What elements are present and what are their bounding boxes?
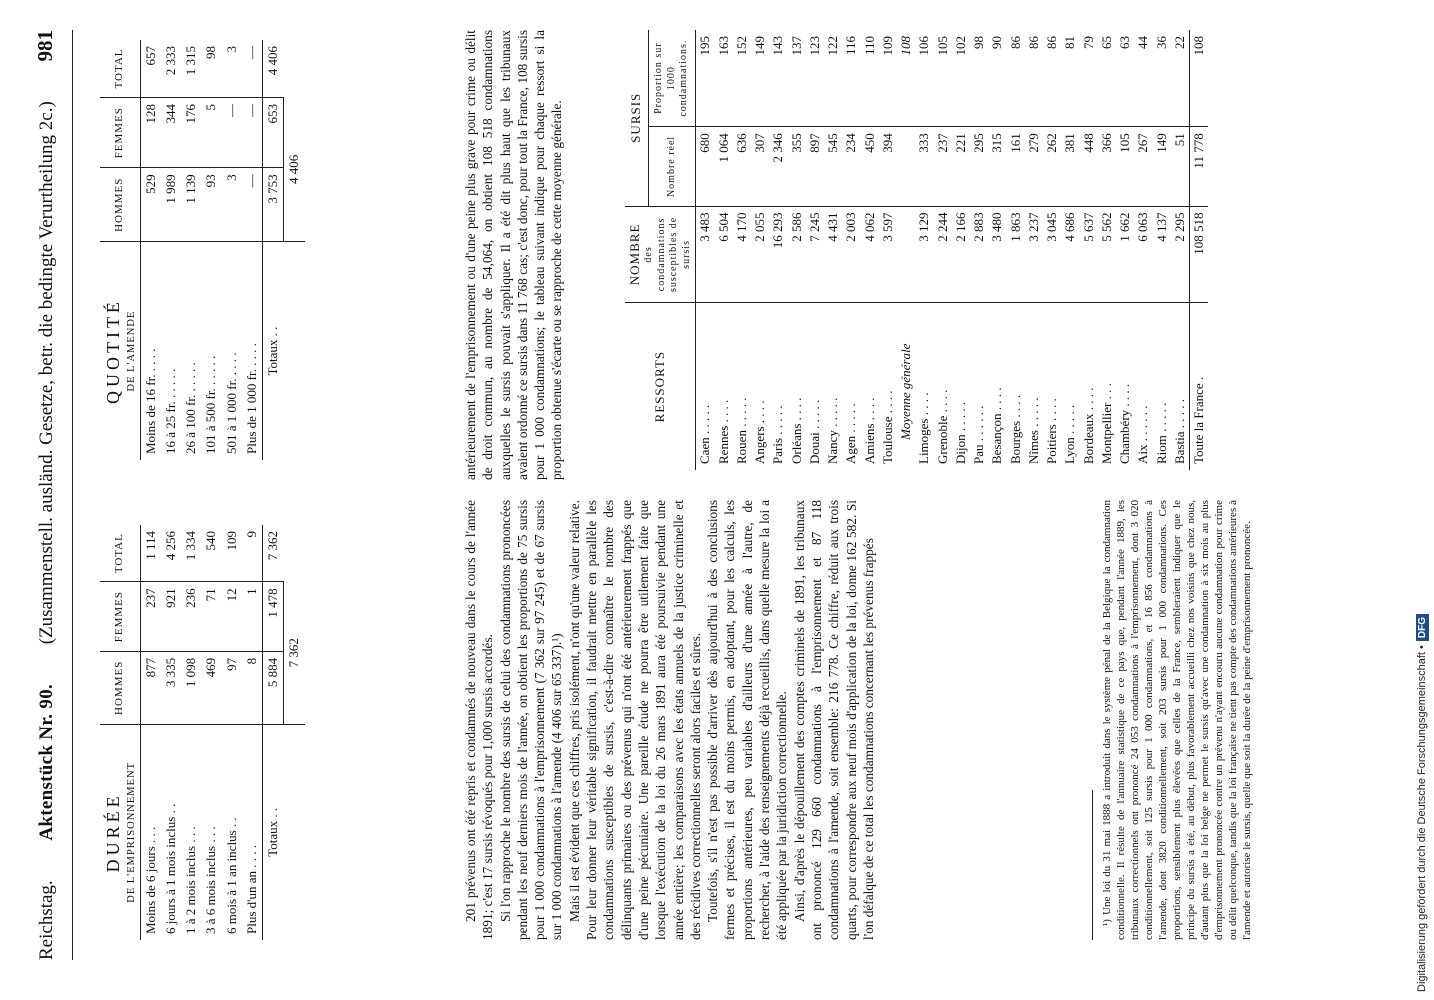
- cell-nombre: 6 063: [1134, 206, 1152, 303]
- cell-prop: 110: [861, 30, 879, 127]
- table2-col-hommes: HOMMES: [100, 168, 140, 242]
- row-label: Plus de 1 000 fr. . . . .: [243, 343, 259, 454]
- table-row: [1153, 30, 1171, 470]
- cell-reel: 2 346: [769, 127, 787, 206]
- ressort-name: Montpellier . . .: [1098, 383, 1114, 464]
- cell-reel: 51: [1171, 127, 1190, 206]
- cell-reel: 448: [1080, 127, 1098, 206]
- cell-nombre: 3 129: [915, 206, 933, 303]
- table-row: [861, 30, 879, 470]
- cell-prop: 152: [733, 30, 751, 127]
- col1-paragraph: Ainsi, d'après le dépouillement des comptes criminels de 1891, les tribunaux ont prononcé 129 660 condamnations à l'emprisonnement et 87 118 condamnations à l'amende, soit ensemble: 216 778. Ce chiffre, réduit aux trois quarts, pour correspondre aux neuf mois d'application de la loi, donne 162 582. Si l'on défalque de ce total les condamnations concernant les prévenus frappés: [791, 500, 876, 940]
- ressort-name: Grenoble . . . .: [934, 389, 950, 464]
- cell-reel: 315: [988, 127, 1006, 206]
- table1-total-total: 7 362: [263, 525, 284, 582]
- cell-prop: 123: [806, 30, 824, 127]
- cell-nombre: 3 045: [1043, 206, 1061, 303]
- cell-hommes: —: [242, 168, 263, 242]
- table2-totals-row: [263, 40, 284, 460]
- table-row: [181, 525, 201, 940]
- cell-reel: 394: [879, 127, 897, 206]
- cell-prop: 36: [1153, 30, 1171, 127]
- cell-femmes: 176: [181, 98, 201, 168]
- cell-hommes: 529: [140, 168, 161, 242]
- ressorts-col-nombre: [625, 206, 696, 303]
- cell-reel: 149: [1153, 127, 1171, 206]
- cell-reel: 234: [842, 127, 860, 206]
- cell-reel: 262: [1043, 127, 1061, 206]
- ressorts-col-sursis: SURSIS: [625, 30, 648, 206]
- table-row: [1080, 30, 1098, 470]
- cell-nombre: 4 170: [733, 206, 751, 303]
- cell-nombre: 4 686: [1061, 206, 1079, 303]
- cell-prop: 63: [1116, 30, 1134, 127]
- cell-reel: 1 064: [715, 127, 733, 206]
- cell-reel: 381: [1061, 127, 1079, 206]
- table2-total-total: 4 406: [263, 40, 284, 98]
- ressorts-moyenne-prop: 108: [897, 30, 915, 127]
- ressorts-moyenne-label: Moyenne générale: [898, 343, 913, 440]
- cell-total: 540: [201, 525, 221, 582]
- col2-paragraph: antérieurement de l'emprisonnement ou d'une peine plus grave pour crime ou délit de droit commun, au nombre de 54,064, on obtient 108 518 condamnations auxquelles le sursis pouvait s'appliquer. Il a été dit plus haut que les tribunaux avaient ordonné ce sursis dans 11 768 cas; c'est donc, pour tout la France, 108 sursis pour 1 000 condamnations; le tableau suivant indique pour chaque ressort si la proportion obtenue s'écarte ou se rapproche de cette moyenne générale.: [463, 30, 565, 480]
- ressorts-total-label: Toute la France .: [1190, 303, 1209, 470]
- cell-total: 1 315: [181, 40, 201, 98]
- row-label: Plus d'un an . . . .: [243, 844, 259, 934]
- ressorts-upper-rows: [696, 30, 897, 470]
- ressort-name: Dijon . . . . .: [952, 401, 968, 464]
- cell-reel: 355: [788, 127, 806, 206]
- cell-prop: 90: [988, 30, 1006, 127]
- cell-reel: 333: [915, 127, 933, 206]
- ressort-name: Bourges . . . .: [1007, 394, 1023, 464]
- cell-hommes: 93: [201, 168, 221, 242]
- cell-prop: 195: [696, 30, 715, 127]
- cell-hommes: 1 098: [181, 651, 201, 724]
- ressort-name: Rennes . . . .: [715, 399, 731, 464]
- cell-prop: 22: [1171, 30, 1190, 127]
- table-row: [222, 40, 242, 460]
- table1-total-hommes: 5 884: [263, 651, 284, 724]
- table-row: [161, 525, 181, 940]
- cell-nombre: 2 883: [970, 206, 988, 303]
- ressort-name: Nîmes . . . . .: [1025, 397, 1041, 464]
- cell-nombre: 1 662: [1116, 206, 1134, 303]
- ressort-name: Bastia . . . . .: [1171, 399, 1187, 464]
- cell-femmes: 128: [140, 98, 161, 168]
- cell-prop: 79: [1080, 30, 1098, 127]
- ressort-name: Lyon . . . . .: [1062, 404, 1078, 464]
- cell-total: 4 256: [161, 525, 181, 582]
- ressorts-total-row: [1190, 30, 1209, 470]
- cell-nombre: 16 293: [769, 206, 787, 303]
- cell-reel: 636: [733, 127, 751, 206]
- cell-total: 657: [140, 40, 161, 98]
- row-label: Moins de 6 jours . . .: [142, 826, 158, 934]
- table-row: [806, 30, 824, 470]
- table-quotite-amende: [100, 40, 305, 460]
- cell-nombre: 1 863: [1007, 206, 1025, 303]
- cell-reel: 545: [824, 127, 842, 206]
- cell-femmes: 344: [161, 98, 181, 168]
- table1-body: [140, 525, 263, 940]
- ressort-name: Rouen . . . . .: [733, 397, 749, 464]
- table1-col-hommes: HOMMES: [100, 651, 140, 724]
- cell-prop: 143: [769, 30, 787, 127]
- table-row: [733, 30, 751, 470]
- table-row: [842, 30, 860, 470]
- cell-prop: 81: [1061, 30, 1079, 127]
- ressorts-col-nombre-sub: des condamnations susceptibles de sursis: [643, 216, 692, 293]
- ressorts-col-nombre-title: NOMBRE: [627, 223, 642, 286]
- cell-prop: 116: [842, 30, 860, 127]
- cell-reel: 897: [806, 127, 824, 206]
- cell-prop: 44: [1134, 30, 1152, 127]
- cell-femmes: 5: [201, 98, 221, 168]
- table2-col-femmes: FEMMES: [100, 98, 140, 168]
- cell-hommes: 3: [222, 168, 242, 242]
- table1-subtitle: DE L'EMPRISONNEMENT: [125, 761, 137, 903]
- table2-heading: [100, 242, 140, 460]
- cell-reel: 680: [696, 127, 715, 206]
- ressort-name: Amiens . . . .: [861, 397, 877, 464]
- dfg-logo-icon: DFG: [1416, 614, 1429, 641]
- cell-femmes: —: [222, 98, 242, 168]
- cell-prop: 105: [934, 30, 952, 127]
- cell-prop: 86: [1043, 30, 1061, 127]
- ressorts-moyenne-row: [897, 30, 915, 470]
- table-row: [161, 40, 181, 460]
- ressorts-total-nombre: 108 518: [1190, 206, 1209, 303]
- column1-text: [462, 500, 877, 940]
- cell-reel: 161: [1007, 127, 1025, 206]
- cell-nombre: 2 003: [842, 206, 860, 303]
- cell-nombre: 3 483: [696, 206, 715, 303]
- header-aktenstueck: Aktenstück Nr. 90.: [36, 683, 57, 841]
- ressorts-lower-rows: [915, 30, 1189, 470]
- cell-nombre: 2 055: [751, 206, 769, 303]
- cell-hommes: 1 989: [161, 168, 181, 242]
- table-row: [1061, 30, 1079, 470]
- ressort-name: Riom . . . . .: [1153, 402, 1169, 464]
- table-row: [696, 30, 715, 470]
- cell-femmes: 71: [201, 582, 221, 652]
- ressorts-total-prop: 108: [1190, 30, 1209, 127]
- cell-nombre: 6 504: [715, 206, 733, 303]
- table-row: [201, 525, 221, 940]
- row-label: 101 à 500 fr. . . . . .: [203, 355, 219, 454]
- cell-total: 1 114: [140, 525, 161, 582]
- cell-total: 1 334: [181, 525, 201, 582]
- table2-grand-total: 4 406: [284, 98, 305, 242]
- ressorts-total-reel: 11 778: [1190, 127, 1209, 206]
- cell-hommes: 877: [140, 651, 161, 724]
- table2-total-hommes: 3 753: [263, 168, 284, 242]
- ressort-name: Paris . . . . .: [770, 405, 786, 464]
- cell-reel: 450: [861, 127, 879, 206]
- ressort-name: Douai . . . . .: [806, 399, 822, 464]
- table-row: [1116, 30, 1134, 470]
- cell-reel: 105: [1116, 127, 1134, 206]
- row-label: 3 à 6 mois inclus . . .: [203, 826, 219, 934]
- ressort-name: Agen . . . . .: [843, 403, 859, 464]
- table-row: [751, 30, 769, 470]
- dfg-stamp: [1416, 614, 1429, 992]
- col1-paragraph: Toutefois, s'il n'est pas possible d'arriver dès aujourd'hui à des conclusions fermes et précises, il est du moins permis, en adoptant, pour les calculs, les proportions antérieures, peu variables d'ailleurs d'une année à l'autre, de rechercher, à l'aide des renseignements déjà recueillis, dans quelle mesure la loi a été appliquée par la juridiction correctionnelle.: [705, 500, 790, 940]
- cell-prop: 137: [788, 30, 806, 127]
- table2-subtitle: DE L'AMENDE: [125, 310, 137, 392]
- ressorts-col-reel: Nombre réel: [648, 127, 696, 206]
- footnote-text: ¹) Une loi du 31 mai 1888 a introduit dans le système pénal de la Belgique la condamnation conditionnelle. Il résulte de l'annuaire statistique de ce pays que, pendant l'année 1889, les tribunaux correctionnels ont prononcé 24 053 condamnations à l'emprisonnement, dont 3 020 conditionnellement, soit 125 sursis pour 1 000 condamnations, et 16 856 condamnations à l'amende, dont 3820 conditionnellement, soit 203 sursis pour 1 000 condamnations. Ces proportions, sensiblement plus élevées que celles de la France, sembleraient indiquer que le principe du sursis a été, au début, plus favorablement accueilli chez nos voisins que chez nous, d'autant plus que la loi belge ne permet le sursis qu'avec une condamnation à six mois au plus d'emprisonnement prononcée contre un prévenu n'ayant encouru aucune condamnation pour crime ou délit quelconque, tandis que la loi française ne tient pas compte des condamnations antérieures à l'amende et autorise le sursis, quelle que soit la durée de la peine d'emprisonnement prononcée.: [1101, 500, 1253, 940]
- table-row: [140, 40, 161, 460]
- table2-body: [140, 40, 263, 460]
- table1-col-femmes: FEMMES: [100, 582, 140, 652]
- cell-femmes: 236: [181, 582, 201, 652]
- table-row: [242, 40, 263, 460]
- cell-reel: 366: [1098, 127, 1116, 206]
- cell-nombre: 4 431: [824, 206, 842, 303]
- cell-hommes: 469: [201, 651, 221, 724]
- cell-nombre: 5 637: [1080, 206, 1098, 303]
- ressort-name: Caen . . . . .: [697, 404, 713, 464]
- header-subject: (Zusammenstell. ausländ. Gesetze, betr. die bedingte Verurtheilung 2c.): [36, 101, 57, 645]
- table2-col-total: TOTAL: [100, 40, 140, 98]
- table-row: [1043, 30, 1061, 470]
- table2-totals-label: Totaux . .: [263, 242, 284, 460]
- cell-prop: 98: [970, 30, 988, 127]
- cell-prop: 102: [952, 30, 970, 127]
- page-number: 981: [33, 30, 57, 62]
- cell-reel: 237: [934, 127, 952, 206]
- cell-prop: 65: [1098, 30, 1116, 127]
- cell-hommes: 3 335: [161, 651, 181, 724]
- table-row: [222, 525, 242, 940]
- cell-prop: 106: [915, 30, 933, 127]
- cell-prop: 109: [879, 30, 897, 127]
- table1-heading: [100, 724, 140, 940]
- cell-reel: 279: [1025, 127, 1043, 206]
- table-duree-emprisonnement: [100, 525, 305, 940]
- cell-femmes: 921: [161, 582, 181, 652]
- table1-totals-row: [263, 525, 284, 940]
- table-row: [1171, 30, 1190, 470]
- cell-nombre: 3 237: [1025, 206, 1043, 303]
- col1-paragraph: Si l'on rapproche le nombre des sursis de celui des condamnations prononcées pendant les neuf derniers mois de l'année, on obtient les proportions de 75 sursis pour 1 000 condamnations à l'emprisonnement (7 362 sur 97 245) et de 67 sursis sur 1 000 condamnations à l'amende (4 406 sur 65 337).¹): [497, 500, 565, 940]
- table-row: [952, 30, 970, 470]
- ressort-name: Poitiers . . . .: [1044, 398, 1059, 464]
- ressort-name: Besançon . . . .: [989, 387, 1005, 464]
- cell-nombre: 7 245: [806, 206, 824, 303]
- table-ressorts: [625, 30, 1208, 470]
- header-rule: [72, 30, 73, 960]
- table2-title: QUOTITÉ: [103, 298, 123, 405]
- table-row: [1025, 30, 1043, 470]
- table1-grand-total: 7 362: [284, 582, 305, 724]
- table-row: [879, 30, 897, 470]
- cell-prop: 86: [1025, 30, 1043, 127]
- row-label: 1 à 2 mois inclus . . .: [183, 826, 199, 934]
- ressort-name: Toulouse . . . .: [879, 390, 895, 464]
- footnote: [1100, 500, 1254, 940]
- cell-total: 98: [201, 40, 221, 98]
- cell-total: 9: [242, 525, 263, 582]
- ressort-name: Bordeaux . . . .: [1080, 387, 1096, 464]
- cell-reel: 307: [751, 127, 769, 206]
- col1-paragraph: 201 prévenus ont été repris et condamnés de nouveau dans le cours de l'année 1891; c'est 17 sursis révoqués pour 1,000 sursis accordés.: [463, 500, 496, 940]
- running-header: [32, 30, 66, 960]
- ressorts-col-prop: Proportion sur 1000 condamnations.: [648, 30, 696, 127]
- cell-nombre: 2 295: [1171, 206, 1190, 303]
- cell-total: 109: [222, 525, 242, 582]
- table-row: [1007, 30, 1025, 470]
- cell-hommes: 8: [242, 651, 263, 724]
- ressort-name: Chambéry . . . .: [1117, 383, 1132, 464]
- cell-femmes: —: [242, 98, 263, 168]
- row-label: 26 à 100 fr. . . . . .: [183, 362, 199, 454]
- row-label: Moins de 16 fr. . . . .: [142, 348, 158, 454]
- ressorts-col-ressorts: RESSORTS: [625, 303, 696, 470]
- col1-paragraph: Mais il est évident que ces chiffres, pris isolément, n'ont qu'une valeur relative. Pour leur donner leur véritable signification, il faudrait mettre en parallèle les condamnations susceptibles de sursis, c'est-à-dire connaître le nombre des délinquants primaires ou des prévenus qui n'ont été antérieurement frappés que d'une peine pécuniaire. Une pareille étude ne pourra être utilement faite que lorsque l'exécution de la loi du 26 mars 1891 aura été poursuivie pendant une année entière; les comparaisons avec les états annuels de la justice criminelle et des récidives correctionnelles seront alors faciles et sûres.: [566, 500, 703, 940]
- cell-total: 3: [222, 40, 242, 98]
- table-row: [769, 30, 787, 470]
- table-row: [934, 30, 952, 470]
- table-row: [988, 30, 1006, 470]
- ressort-name: Limoges . . . .: [916, 392, 932, 464]
- table-row: [201, 40, 221, 460]
- cell-total: 2 333: [161, 40, 181, 98]
- cell-nombre: 3 597: [879, 206, 897, 303]
- cell-reel: 221: [952, 127, 970, 206]
- cell-prop: 122: [824, 30, 842, 127]
- table-row: [1098, 30, 1116, 470]
- cell-femmes: 12: [222, 582, 242, 652]
- table-row: [824, 30, 842, 470]
- table-row: [140, 525, 161, 940]
- ressort-name: Pau . . . . . .: [971, 405, 986, 464]
- cell-total: —: [242, 40, 263, 98]
- cell-prop: 149: [751, 30, 769, 127]
- table1-col-total: TOTAL: [100, 525, 140, 582]
- dfg-stamp-text: Digitalisierung gefördert durch die Deutsche Forschungsgemeinschaft •: [1416, 645, 1428, 992]
- table1-totals-label: Totaux . .: [263, 724, 284, 940]
- header-reichstag: Reichstag.: [36, 880, 57, 960]
- cell-hommes: 97: [222, 651, 242, 724]
- table2-total-femmes: 653: [263, 98, 284, 168]
- cell-prop: 163: [715, 30, 733, 127]
- cell-hommes: 1 139: [181, 168, 201, 242]
- cell-prop: 86: [1007, 30, 1025, 127]
- row-label: 501 à 1 000 fr. . . . .: [223, 352, 239, 454]
- table-row: [915, 30, 933, 470]
- cell-nombre: 2 166: [952, 206, 970, 303]
- cell-nombre: 4 137: [1153, 206, 1171, 303]
- table1-title: DURÉE: [103, 792, 123, 873]
- row-label: 6 jours à 1 mois inclus . .: [162, 803, 178, 934]
- ressort-name: Nancy . . . . .: [825, 397, 840, 464]
- table-row: [181, 40, 201, 460]
- cell-nombre: 5 562: [1098, 206, 1116, 303]
- table-row: [970, 30, 988, 470]
- ressort-name: Aix . . . . . .: [1135, 405, 1151, 464]
- cell-femmes: 237: [140, 582, 161, 652]
- ressort-name: Angers . . . .: [752, 400, 767, 464]
- table-row: [715, 30, 733, 470]
- table1-total-femmes: 1 478: [263, 582, 284, 652]
- table-row: [788, 30, 806, 470]
- footnote-rule: [1092, 790, 1093, 940]
- cell-reel: 295: [970, 127, 988, 206]
- cell-femmes: 1: [242, 582, 263, 652]
- cell-nombre: 3 480: [988, 206, 1006, 303]
- cell-nombre: 2 244: [934, 206, 952, 303]
- cell-nombre: 4 062: [861, 206, 879, 303]
- table-row: [1134, 30, 1152, 470]
- row-label: 16 à 25 fr. . . . . .: [162, 368, 178, 454]
- table-row: [242, 525, 263, 940]
- row-label: 6 mois à 1 an inclus . .: [223, 817, 239, 934]
- ressort-name: Orléans . . . .: [788, 397, 804, 464]
- cell-nombre: 2 586: [788, 206, 806, 303]
- column2-text: [462, 30, 566, 480]
- cell-reel: 267: [1134, 127, 1152, 206]
